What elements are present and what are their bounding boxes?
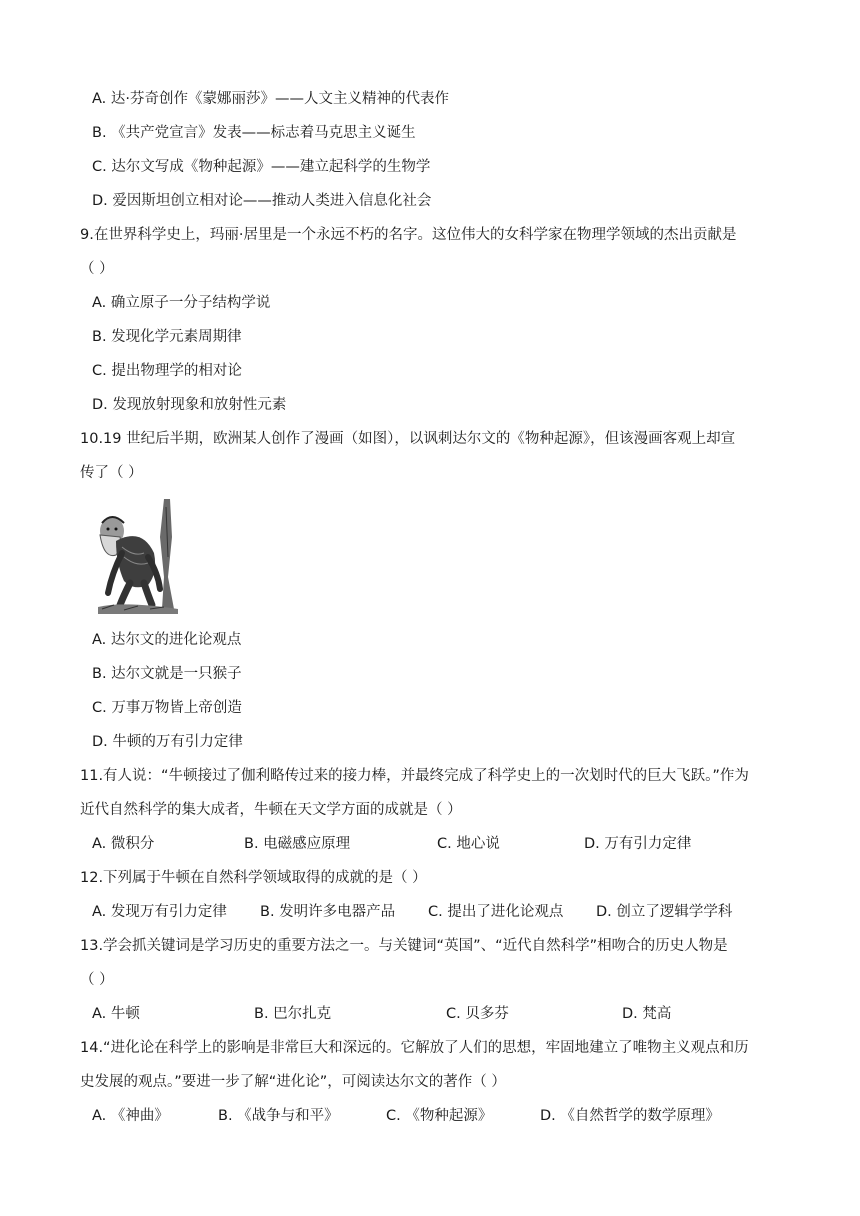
q13-option-b: B. 巴尔扎克: [254, 1006, 332, 1022]
q14-option-a: A. 《神曲》: [92, 1108, 169, 1124]
q11-stem-line2: 近代自然科学的集大成者，牛顿在天文学方面的成就是（ ）: [80, 802, 462, 818]
q12-stem: 12.下列属于牛顿在自然科学领域取得的成就的是（ ）: [80, 870, 427, 886]
q9-option-a: A. 确立原子一分子结构学说: [92, 295, 271, 311]
darwin-caricature-image: [94, 497, 180, 614]
q14-stem-line2: 史发展的观点。”要进一步了解“进化论”，可阅读达尔文的著作（ ）: [80, 1074, 506, 1090]
q14-option-b: B. 《战争与和平》: [218, 1108, 339, 1124]
q10-stem-line1: 10.19 世纪后半期，欧洲某人创作了漫画（如图），以讽刺达尔文的《物种起源》，但该漫画客观上却宣: [80, 431, 736, 447]
q8-option-b: B. 《共产党宣言》发表——标志着马克思主义诞生: [92, 125, 416, 141]
q14-option-d: D. 《自然哲学的数学原理》: [540, 1108, 720, 1124]
q11-option-a: A. 微积分: [92, 836, 155, 852]
q10-option-d: D. 牛顿的万有引力定律: [92, 734, 243, 750]
q13-stem-line1: 13.学会抓关键词是学习历史的重要方法之一。与关键词“英国”、“近代自然科学”相吻合的历史人物是: [80, 938, 728, 954]
q8-option-c: C. 达尔文写成《物种起源》——建立起科学的生物学: [92, 159, 431, 175]
q11-option-d: D. 万有引力定律: [584, 836, 692, 852]
q9-option-b: B. 发现化学元素周期律: [92, 329, 242, 345]
q12-option-a: A. 发现万有引力定律: [92, 904, 227, 920]
q10-option-b: B. 达尔文就是一只猴子: [92, 666, 242, 682]
q14-option-c: C. 《物种起源》: [386, 1108, 493, 1124]
q8-option-d: D. 爱因斯坦创立相对论——推动人类进入信息化社会: [92, 193, 432, 209]
q12-option-b: B. 发明许多电器产品: [260, 904, 396, 920]
q13-stem-line2: （ ）: [80, 972, 114, 988]
q9-option-c: C. 提出物理学的相对论: [92, 363, 242, 379]
q8-option-a: A. 达·芬奇创作《蒙娜丽莎》——人文主义精神的代表作: [92, 91, 449, 107]
q10-stem-line2: 传了（ ）: [80, 465, 143, 481]
q10-option-c: C. 万事万物皆上帝创造: [92, 700, 242, 716]
q14-stem-line1: 14.“进化论在科学上的影响是非常巨大和深远的。它解放了人们的思想，牢固地建立了唯物主义观点和历: [80, 1040, 749, 1056]
q11-option-b: B. 电磁感应原理: [244, 836, 351, 852]
q9-stem-line1: 9.在世界科学史上，玛丽·居里是一个永远不朽的名字。这位伟大的女科学家在物理学领域的杰出贡献是: [80, 227, 737, 243]
q12-option-c: C. 提出了进化论观点: [428, 904, 564, 920]
q10-option-a: A. 达尔文的进化论观点: [92, 632, 242, 648]
q13-option-d: D. 梵高: [622, 1006, 672, 1022]
q9-stem-line2: （ ）: [80, 261, 114, 277]
q13-option-c: C. 贝多芬: [446, 1006, 509, 1022]
q11-option-c: C. 地心说: [437, 836, 500, 852]
q9-option-d: D. 发现放射现象和放射性元素: [92, 397, 287, 413]
q11-stem-line1: 11.有人说：“牛顿接过了伽利略传过来的接力棒，并最终完成了科学史上的一次划时代的巨大飞跃。”作为: [80, 768, 749, 784]
q13-option-a: A. 牛顿: [92, 1006, 140, 1022]
q12-option-d: D. 创立了逻辑学学科: [596, 904, 733, 920]
